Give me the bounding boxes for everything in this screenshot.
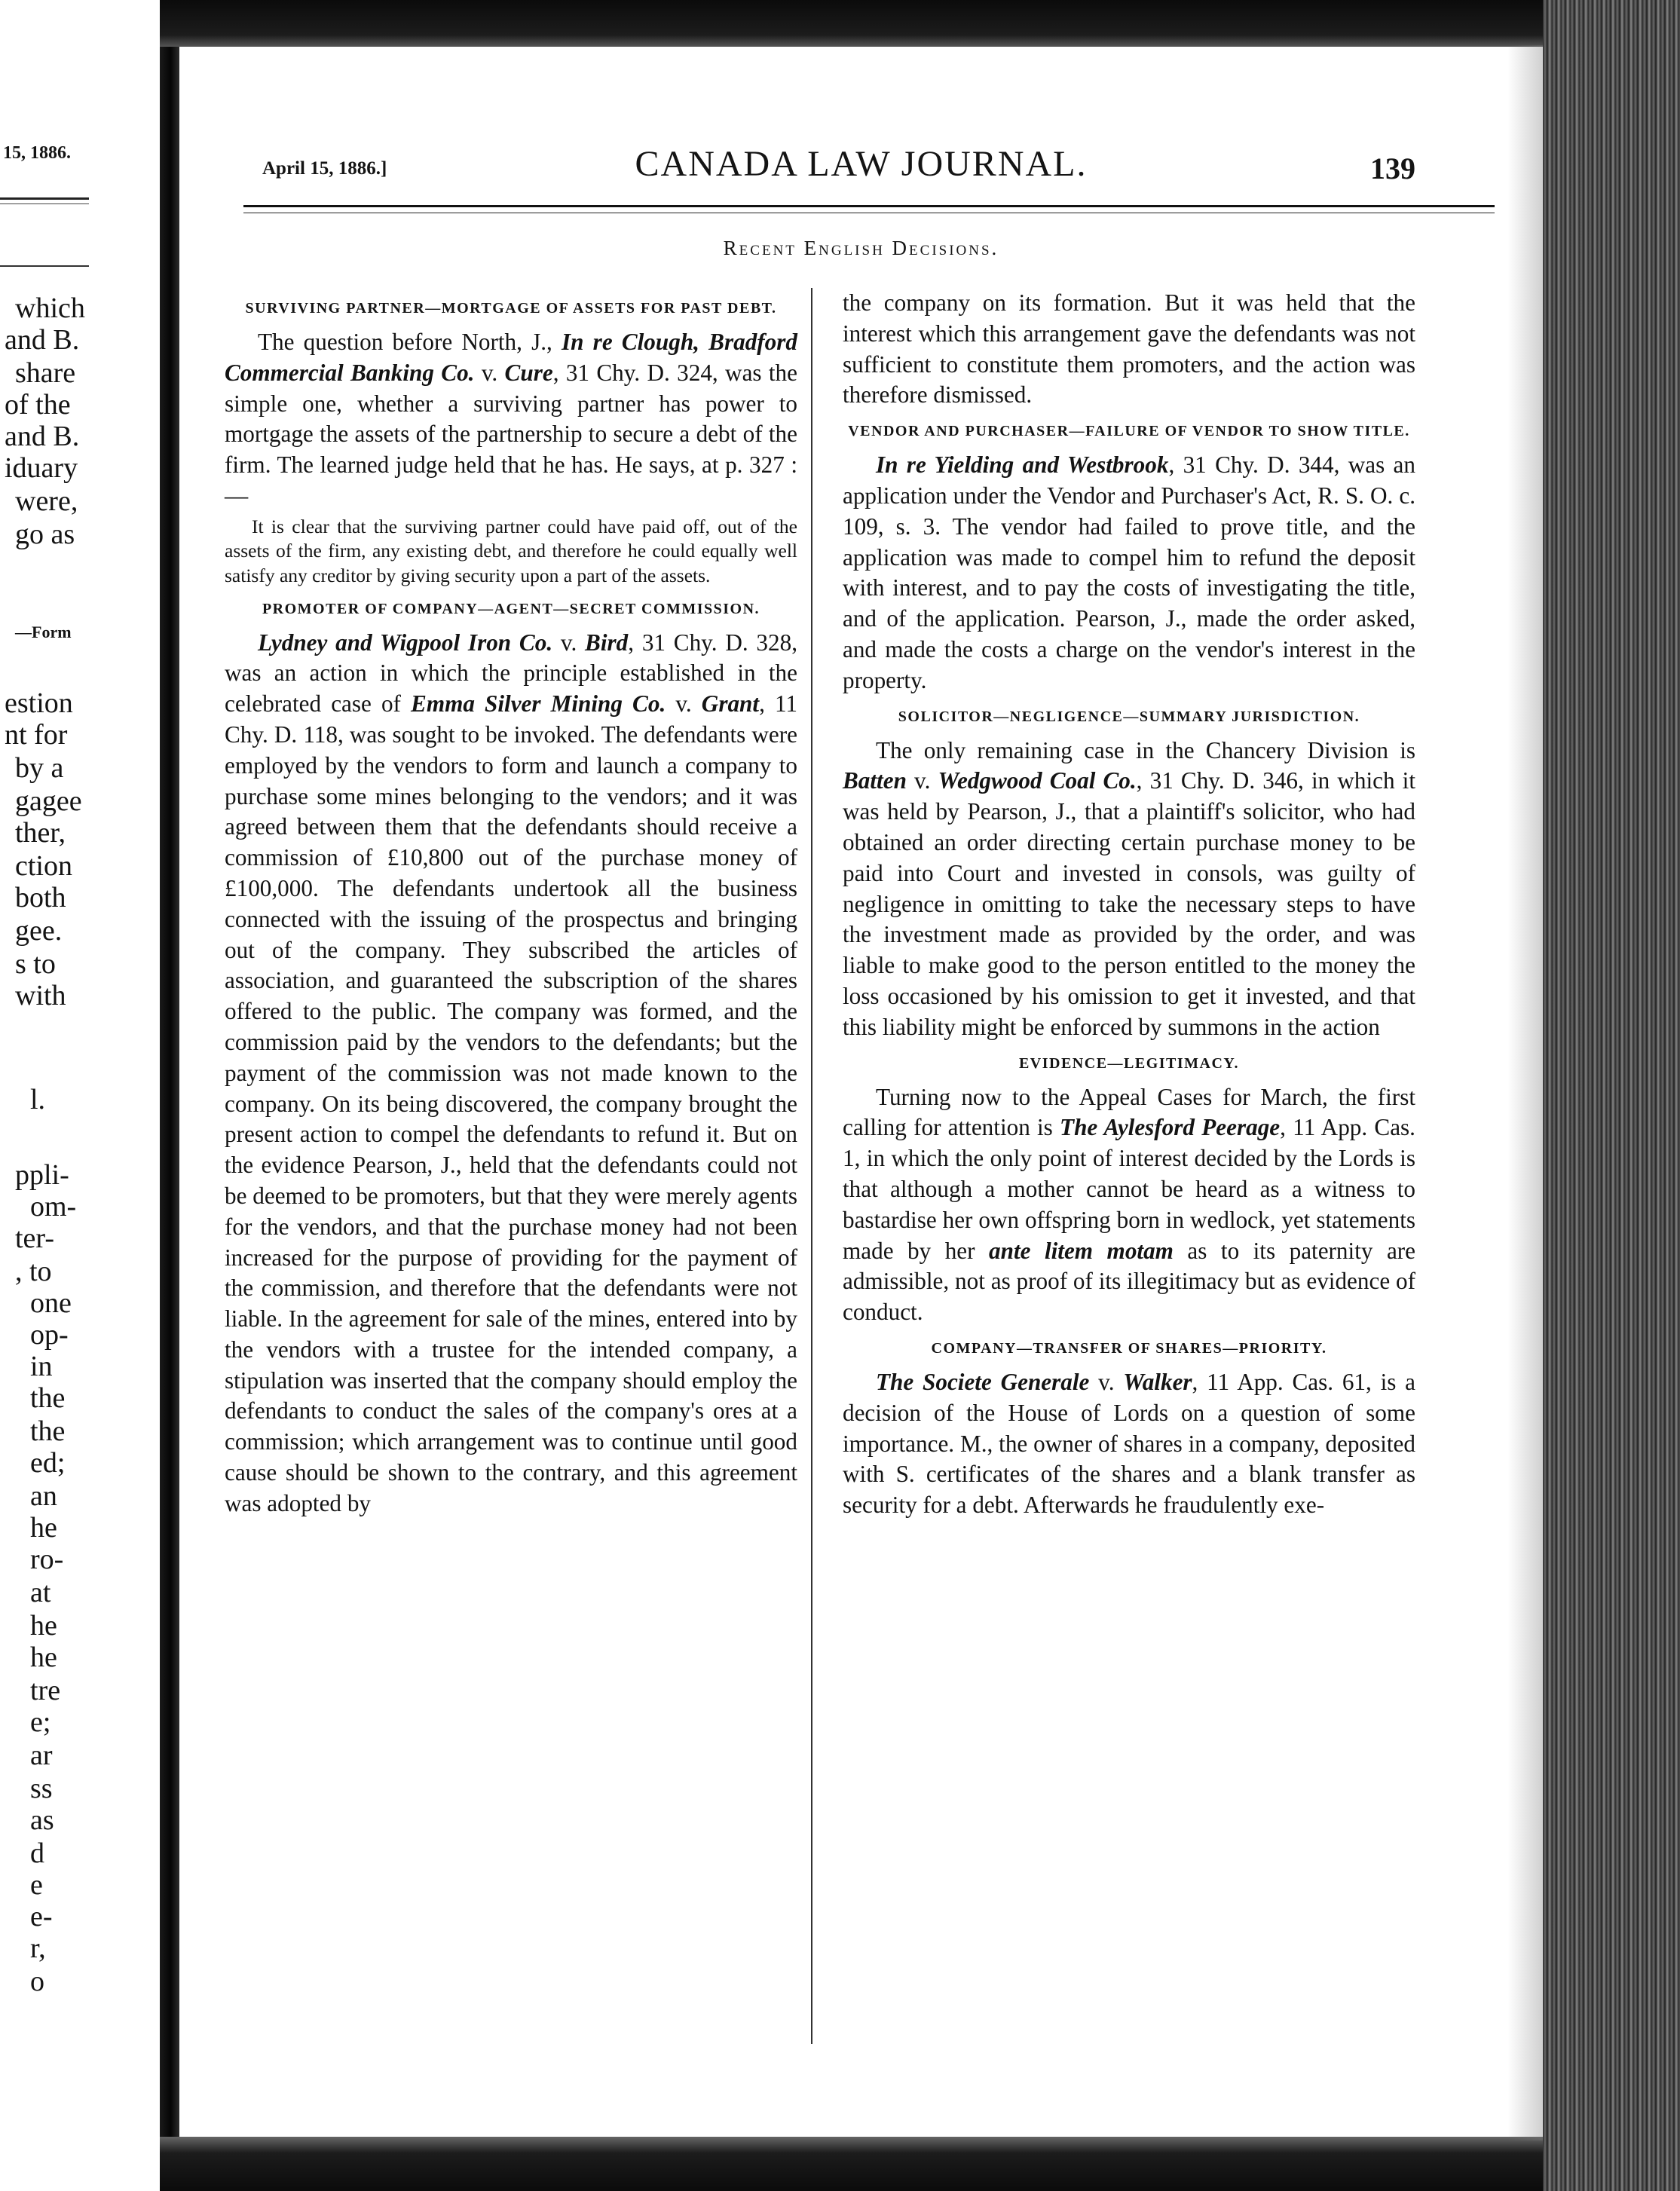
journal-page [179, 47, 1543, 2137]
margin-text-line: an [30, 1480, 57, 1512]
case-name: Emma Silver Mining Co. [411, 690, 666, 718]
margin-text-line: e [30, 1869, 43, 1901]
margin-text-line: go as [15, 519, 75, 550]
margin-text-line: ed; [30, 1447, 66, 1479]
margin-text-line: in [30, 1351, 53, 1382]
paragraph: In re Yielding and Westbrook, 31 Chy. D. 344, was an application under the Vendor and Purchaser's Act, R. S. O. c. 109, s. 3. The vendor had failed to prove title, and the application was made to compel him to refund the deposit with interest, and to pay the costs of investigating the title, and of the application. Pearson, J., made the order asked, and made the costs a charge on the vendor's interest in the property. [843, 451, 1415, 693]
margin-text-line: e- [30, 1901, 53, 1932]
case-name: Lydney and Wigpool Iron Co. [258, 629, 553, 656]
scan-bottom-border [160, 2137, 1543, 2191]
margin-text-line: s to [15, 948, 56, 980]
block-quote: It is clear that the surviving partner could have paid off, out of the assets of the firm, any existing debt, and therefore he could equally well satisfy any creditor by giving security upon a part of the assets. [225, 515, 797, 586]
margin-rule [0, 265, 89, 267]
margin-text-line: ppli- [15, 1159, 69, 1191]
margin-text-line: om- [30, 1191, 77, 1222]
page-stack-edge [1543, 0, 1680, 2191]
margin-text-line: he [30, 1610, 57, 1642]
section-heading: VENDOR AND PURCHASER—FAILURE OF VENDOR TO SHOW TITLE. [848, 423, 1410, 440]
margin-text-line: ro- [30, 1544, 64, 1575]
margin-text-line: one [30, 1287, 72, 1319]
section-heading: EVIDENCE—LEGITIMACY. [1018, 1054, 1240, 1072]
margin-text-line: as [30, 1804, 54, 1836]
margin-rule [0, 203, 89, 204]
case-name: In re Clough, Bradford Commercial Banking Co. [225, 329, 797, 386]
margin-text-line: share [15, 357, 76, 389]
scan-top-border [160, 0, 1543, 47]
margin-text-line: o [30, 1966, 44, 1997]
margin-text-line: gee. [15, 915, 63, 947]
margin-text-line: gagee [15, 785, 82, 817]
margin-text-line: he [30, 1642, 57, 1673]
page-number: 139 [1370, 151, 1415, 185]
section-heading: PROMOTER OF COMPANY—AGENT—SECRET COMMISSION. [262, 600, 760, 617]
margin-text-line: r, [30, 1932, 46, 1964]
margin-text-line: ction [15, 850, 72, 882]
margin-text-line: the [30, 1415, 66, 1447]
paragraph-continued: the company on its formation. But it was held that the interest which this arrangement gave the defendants was not sufficient to constitute them promoters, and the action was therefore dismissed. [843, 289, 1415, 409]
case-name: The Aylesford Peerage [1060, 1114, 1281, 1141]
margin-text-line: ar [30, 1740, 53, 1771]
margin-text-line: which [15, 292, 85, 324]
margin-text-line: he [30, 1512, 57, 1544]
case-name: Batten [843, 767, 907, 794]
case-name: Grant [701, 690, 760, 718]
margin-text-line: estion [5, 687, 73, 719]
margin-text-line: ter- [15, 1222, 54, 1254]
margin-text-line: of the [5, 389, 71, 421]
latin-phrase: ante litem motam [989, 1237, 1174, 1264]
margin-text-line: ther, [15, 817, 66, 849]
margin-text-line: iduary [5, 452, 78, 484]
margin-text-line: —Form [15, 623, 72, 641]
paragraph: Turning now to the Appeal Cases for March, the first calling for attention is The Aylesford Peerage, 11 App. Cas. 1, in which the only point of interest decided by the Lords is that although a mother cannot be heard as a witness to bastardise her own offspring born in wedlock, yet statements made by her ante litem motam as to its paternity are admissible, not as proof of its illegitimacy but as evidence of conduct. [843, 1083, 1416, 1326]
journal-title: CANADA LAW JOURNAL. [635, 144, 1088, 184]
margin-text-line: ss [30, 1773, 53, 1804]
margin-text-line: both [15, 882, 66, 913]
margin-text-line: tre [30, 1675, 61, 1706]
margin-rule [0, 197, 89, 200]
header-date: April 15, 1886.] [262, 158, 387, 179]
margin-text-line: l. [30, 1084, 46, 1115]
margin-text-line: op- [30, 1319, 69, 1351]
running-head: Recent English Decisions. [723, 237, 999, 259]
margin-text-line: nt for [5, 719, 68, 751]
margin-text-line: the [30, 1382, 66, 1414]
paragraph: The only remaining case in the Chancery Division is Batten v. Wedgwood Coal Co., 31 Chy. D. 346, in which it was held by Pearson, J., that a plaintiff's solicitor, who had obtained an order directing certain purchase money to be paid into Court and invested in consols, was guilty of negligence in omitting to take the necessary steps to have the investment made as provided by the order, and was liable to make good to the person entitled to the money the loss occasioned by his omission to get it invested, and that this liability might be enforced by summons in the action [843, 736, 1415, 1040]
paragraph: The question before North, J., In re Clough, Bradford Commercial Banking Co. v. Cure, 31 Chy. D. 324, was the simple one, whether a surviving partner has power to mortgage the assets of the partnership to secure a debt of the firm. The learned judge held that he has. He says, at p. 327 :— [225, 329, 797, 509]
paragraph: The Societe Generale v. Walker, 11 App. Cas. 61, is a decision of the House of Lords on a question of some importance. M., the owner of shares in a company, deposited with S. certificates of the shares and a blank transfer as security for a debt. Afterwards he fraudulently exe- [843, 1368, 1415, 1519]
margin-text-line: with [15, 980, 66, 1011]
margin-text-line: were, [15, 485, 78, 517]
margin-text-line: e; [30, 1706, 51, 1738]
section-heading: COMPANY—TRANSFER OF SHARES—PRIORITY. [931, 1339, 1327, 1357]
case-name: Walker [1123, 1368, 1192, 1395]
book-binding-shadow [160, 0, 179, 2191]
paragraph: Lydney and Wigpool Iron Co. v. Bird, 31 Chy. D. 328, was an action in which the principle established in the celebrated case of Emma Silver Mining Co. v. Grant, 11 Chy. D. 118, was sought to be invoked. The defendants were employed by the vendors to form and launch a company to purchase some mines belonging to the vendors; and it was agreed between them that the defendants should receive a commission of £10,800 out of the purchase money of £100,000. The defendants undertook all the business connected with the issuing of the prospectus and bringing out of the company. They subscribed the articles of association, and guaranteed the subscription of the shares offered to the public. The company was formed, and the commission paid by the vendors to the defendants; but the payment of the commission was not made known to the company. On its being discovered, the company brought the present action to compel the defendants to refund it. But on the evidence Pearson, J., held that the defendants could not be deemed to be promoters, but that they were merely agents for the vendors, and that the purchase money had not been increased for the purpose of providing for the payment of the commission, and therefore that the defendants were not liable. In the agreement for sale of the mines, entered into by the vendors with a trustee for the intended company, a stipulation was inserted that the company should employ the defendants to conduct the sales of the company's ores at a commission; which arrangement was to continue until good cause should be shown to the contrary, and this agreement was adopted by [225, 629, 797, 1516]
margin-text-line: and B. [5, 421, 80, 452]
margin-date: 15, 1886. [3, 143, 71, 163]
section-heading: SURVIVING PARTNER—MORTGAGE OF ASSETS FOR PAST DEBT. [245, 300, 777, 317]
section-heading: SOLICITOR—NEGLIGENCE—SUMMARY JURISDICTION. [898, 708, 1360, 725]
margin-text-line: at [30, 1577, 51, 1608]
case-name: The Societe Generale [876, 1368, 1090, 1395]
case-name: Bird [585, 629, 629, 656]
margin-text-line: , to [15, 1256, 52, 1287]
case-name: Wedgwood Coal Co. [938, 767, 1137, 794]
left-page-fragment [0, 0, 160, 2191]
left-column [225, 288, 797, 1519]
column-divider [811, 288, 812, 2044]
margin-text-line: and B. [5, 324, 80, 356]
margin-text-line: d [30, 1838, 44, 1869]
header-rule [243, 205, 1495, 207]
case-name: In re Yielding and Westbrook [876, 451, 1169, 479]
margin-text-line: by a [15, 752, 64, 784]
right-column [843, 288, 1415, 1521]
case-name: Cure [504, 359, 553, 386]
